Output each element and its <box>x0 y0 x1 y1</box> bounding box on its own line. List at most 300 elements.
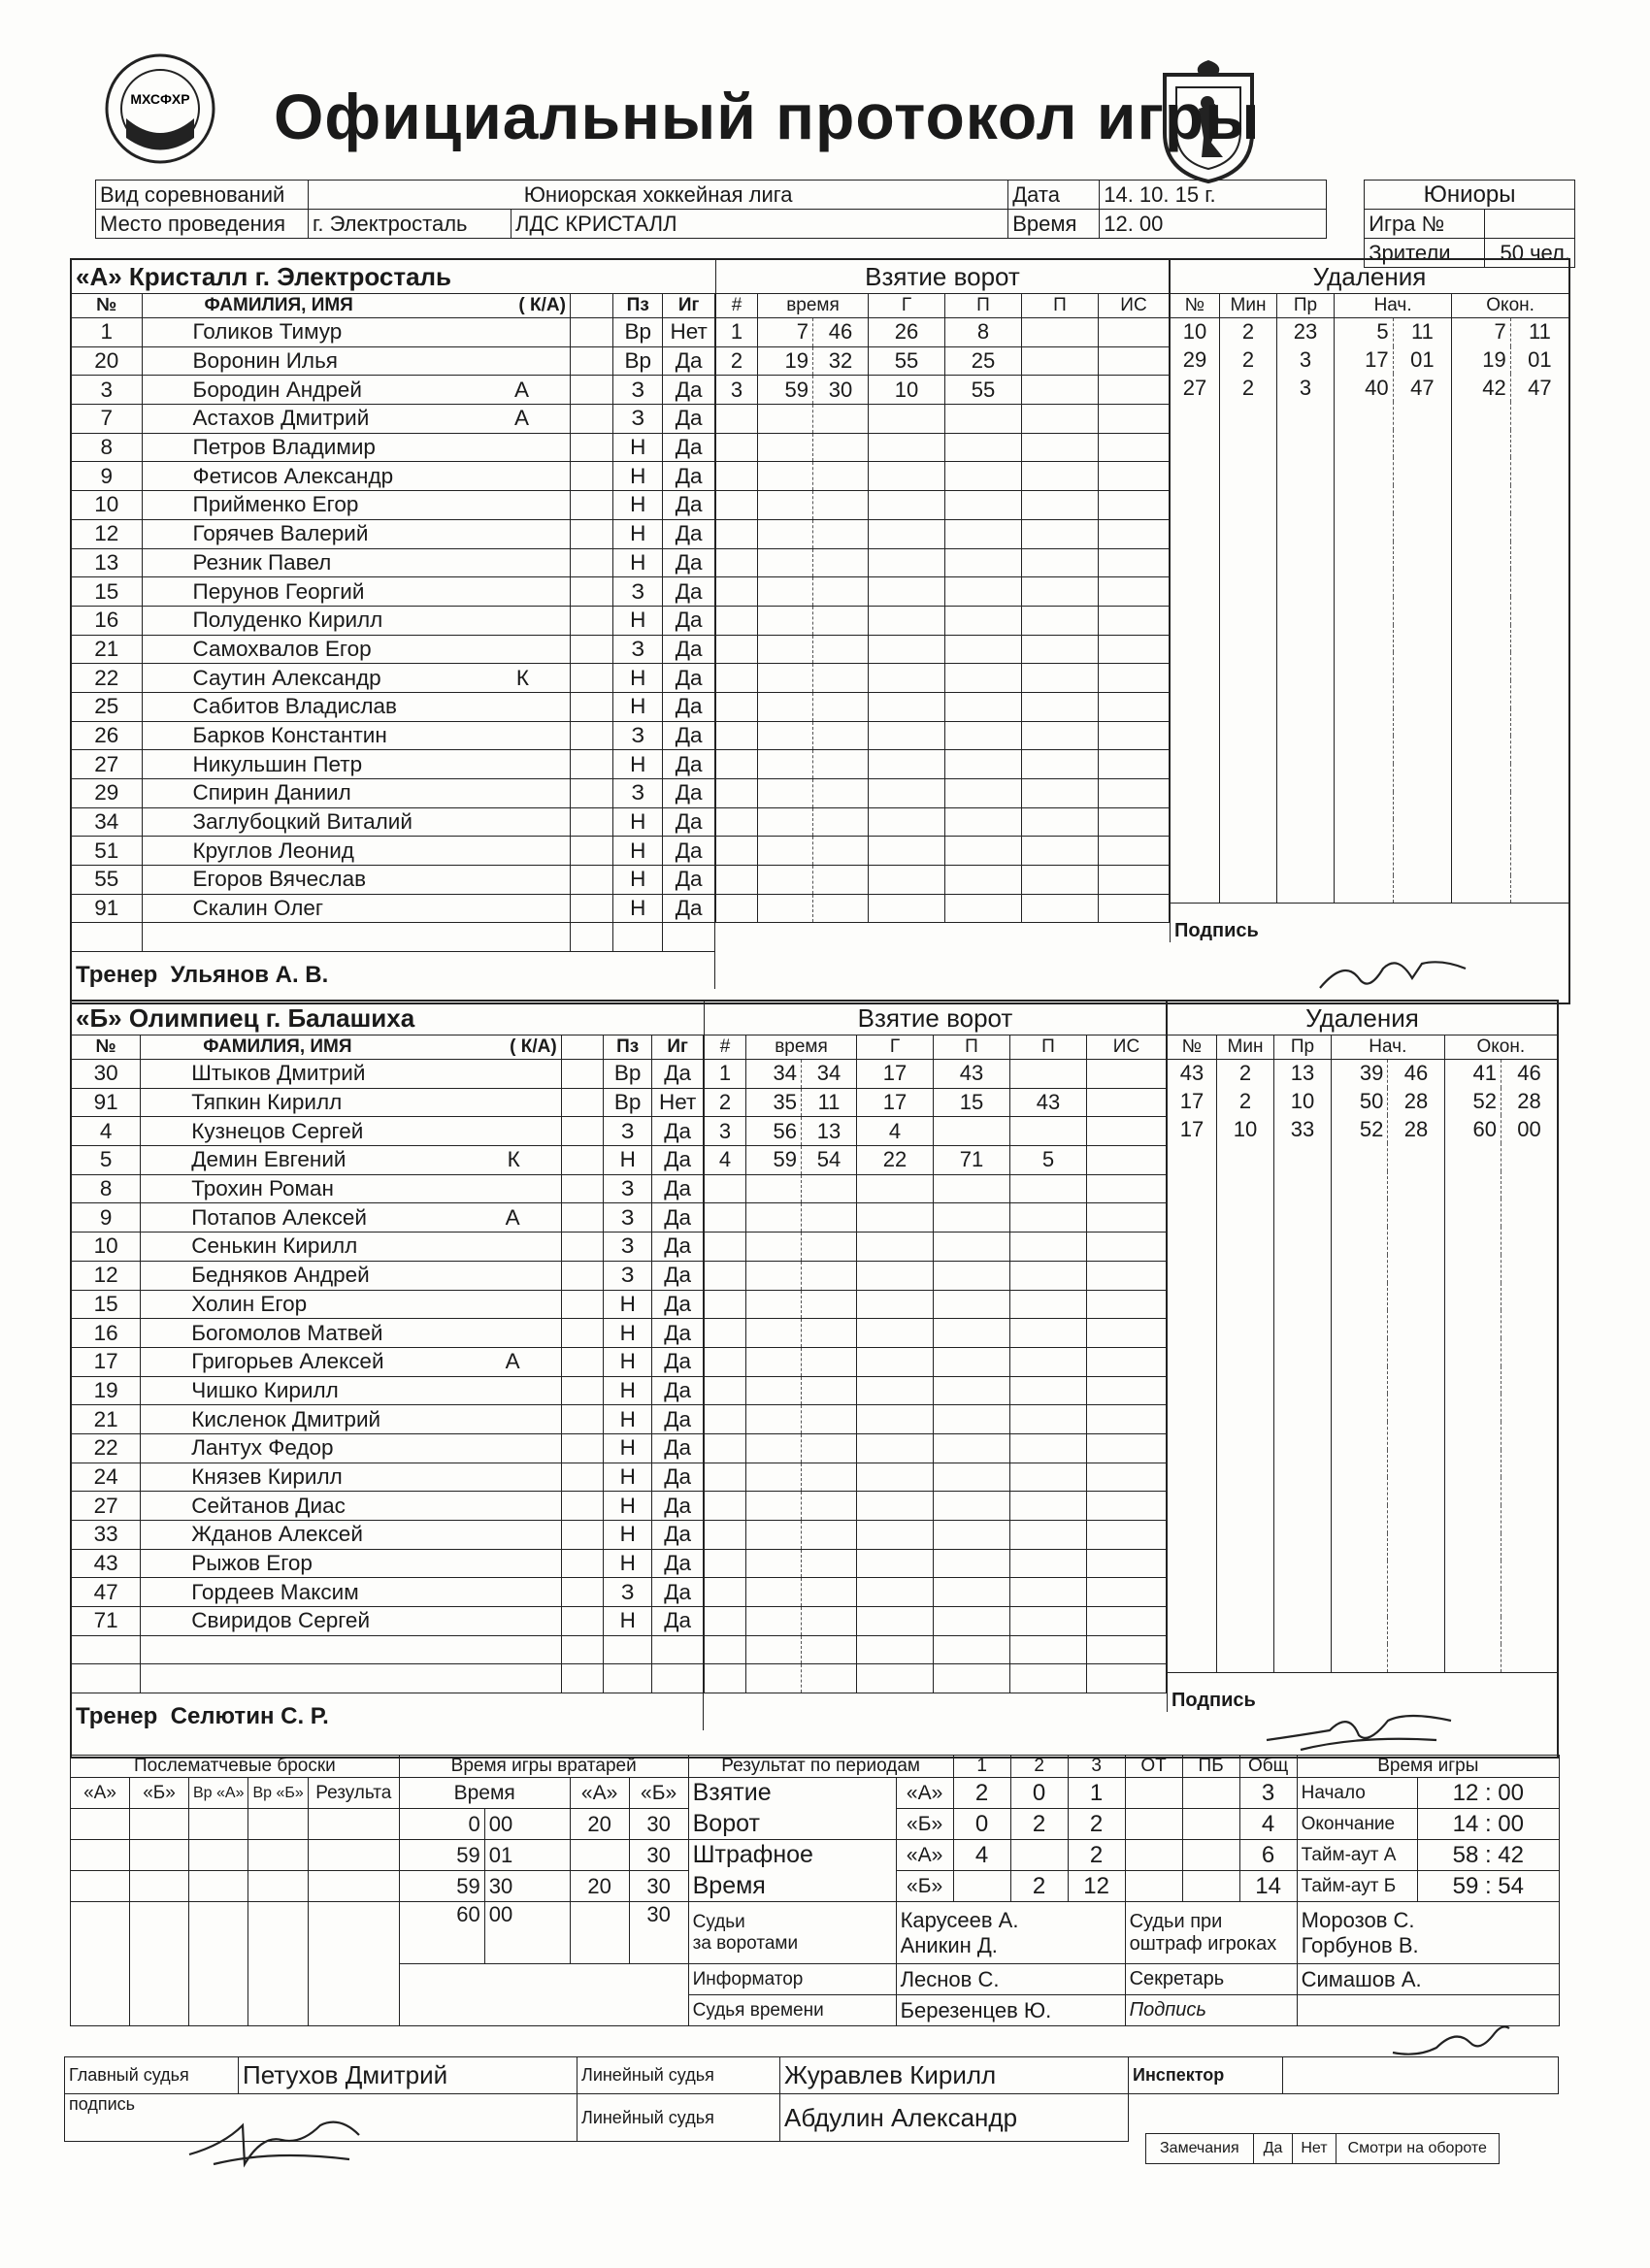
pen-player <box>1168 1505 1217 1533</box>
pen-start-mm <box>1335 708 1394 737</box>
player-position: Вр <box>613 318 663 347</box>
player-name: Князев Кирилл <box>141 1463 561 1492</box>
pen-start-ss <box>1388 1171 1444 1200</box>
penalty-judge-1: Морозов С. <box>1301 1907 1415 1932</box>
goal-row <box>705 1117 1167 1146</box>
goal-second <box>813 692 869 721</box>
pen-reason <box>1274 1199 1332 1227</box>
pen-start-mm: 17 <box>1335 346 1394 375</box>
goals-a-total: 3 <box>1239 1778 1297 1809</box>
pen-reason <box>1277 847 1335 875</box>
pen-end-mm <box>1444 1617 1501 1645</box>
pen-reason <box>1277 597 1335 625</box>
goal-assist-2 <box>1022 519 1099 548</box>
player-played: Да <box>663 548 715 577</box>
player-row <box>72 462 715 491</box>
pen-end-ss <box>1510 513 1568 542</box>
goal-row <box>705 1203 1167 1233</box>
player-played: Да <box>663 606 715 635</box>
col-pz-header: Пз <box>613 294 663 318</box>
pen-start-mm <box>1335 542 1394 570</box>
pen-reason <box>1277 652 1335 680</box>
pen-start-header: Нач. <box>1335 294 1452 318</box>
goal-situation <box>1087 1433 1167 1463</box>
goal-situation <box>1087 1492 1167 1521</box>
gk-row-1-b: 30 <box>629 1809 688 1840</box>
goal-assist-2 <box>1010 1607 1087 1636</box>
goal-assist-2 <box>1022 635 1099 664</box>
pen-reason <box>1274 1450 1332 1478</box>
pen-end-ss <box>1501 1422 1557 1450</box>
player-number: 33 <box>72 1521 141 1550</box>
goal-situation <box>1099 405 1170 434</box>
end-label: Окончание <box>1297 1809 1417 1840</box>
penalty-row <box>1171 792 1569 820</box>
goal-row <box>705 1088 1167 1117</box>
goal-minute: 59 <box>758 376 813 405</box>
player-position: Н <box>613 837 663 866</box>
player-position: Н <box>613 462 663 491</box>
goal-assist-1: 43 <box>934 1060 1010 1089</box>
gk-row-2-a <box>570 1840 629 1871</box>
pen-end-ss <box>1510 764 1568 792</box>
pen-reason <box>1277 485 1335 513</box>
player-name: Скалин Олег <box>142 894 570 923</box>
pen-end-ss <box>1510 652 1568 680</box>
goal-scorer <box>857 1664 934 1693</box>
pim-a-ot <box>1125 1840 1182 1871</box>
player-row <box>72 1433 704 1463</box>
pen-reason <box>1277 625 1335 653</box>
pen-start-mm <box>1332 1310 1388 1338</box>
goal-assist-2 <box>1022 462 1099 491</box>
goal-idx <box>716 405 758 434</box>
pen-start-mm <box>1335 736 1394 764</box>
col-ig-header: Иг <box>652 1035 704 1060</box>
goal-minute <box>758 577 813 607</box>
goal-second <box>813 807 869 837</box>
pen-start-ss <box>1388 1199 1444 1227</box>
player-row <box>72 692 715 721</box>
player-position: Н <box>613 807 663 837</box>
goal-minute <box>746 1376 802 1405</box>
goal-minute: 19 <box>758 346 813 376</box>
player-role: А <box>513 377 529 402</box>
goal-assist-1 <box>945 548 1022 577</box>
goal-minute <box>758 664 813 693</box>
goal-minute <box>758 692 813 721</box>
pen-minutes <box>1220 430 1277 458</box>
gk-row-3-ss: 30 <box>484 1871 570 1902</box>
player-position: Вр <box>604 1088 652 1117</box>
player-row <box>72 1521 704 1550</box>
goal-scorer <box>869 837 945 866</box>
player-number: 20 <box>72 346 142 376</box>
goal-assist-2 <box>1010 1290 1087 1319</box>
goal-second <box>813 548 869 577</box>
goal-situation <box>1099 664 1170 693</box>
player-position: Н <box>604 1492 652 1521</box>
goal-row <box>716 894 1170 923</box>
player-number: 3 <box>72 376 142 405</box>
goal-scorer <box>869 807 945 837</box>
remarks-no[interactable]: Нет <box>1293 2134 1336 2164</box>
team_b-title: «Б» Олимпиец г. Балашиха <box>72 1002 704 1035</box>
coach-label: Тренер <box>76 962 158 989</box>
pim-label-1: Штрафное <box>688 1840 896 1871</box>
goal-situation <box>1099 779 1170 808</box>
pen-start-mm <box>1335 597 1394 625</box>
goal-assist-2 <box>1010 1405 1087 1434</box>
pen-player <box>1171 819 1220 847</box>
pen-end-mm <box>1444 1477 1501 1505</box>
player-position: Н <box>613 491 663 520</box>
player-number: 16 <box>72 1319 141 1348</box>
goal-scorer <box>857 1319 934 1348</box>
goals-title: Взятие ворот <box>705 1002 1167 1035</box>
pen-end-ss <box>1510 708 1568 737</box>
goal-scorer <box>857 1521 934 1550</box>
pen-end-ss: 01 <box>1528 347 1552 373</box>
penalty-row <box>1171 457 1569 485</box>
time-value: 12. 00 <box>1100 210 1327 239</box>
remarks-yes[interactable]: Да <box>1253 2134 1293 2164</box>
penalty-row <box>1168 1199 1558 1227</box>
goal-row <box>716 664 1170 693</box>
pen-player <box>1171 569 1220 597</box>
pen-minutes <box>1217 1394 1274 1422</box>
goal-assist-1 <box>945 779 1022 808</box>
pen-start-mm <box>1335 792 1394 820</box>
goal-minute <box>758 750 813 779</box>
pen-start-mm <box>1332 1561 1388 1589</box>
goal-idx <box>716 462 758 491</box>
pen-player <box>1171 402 1220 430</box>
period-1-header: 1 <box>953 1756 1010 1778</box>
player-row <box>72 1405 704 1434</box>
penalty-row <box>1168 1505 1558 1533</box>
col-ka-header: ( К/А) <box>510 1036 557 1057</box>
player-played: Да <box>663 519 715 548</box>
goal-second <box>813 405 869 434</box>
pen-reason <box>1274 1338 1332 1366</box>
player-position: З <box>613 721 663 750</box>
goal-second: 13 <box>802 1117 857 1146</box>
goal-minute <box>746 1492 802 1521</box>
pen-end-ss <box>1501 1255 1557 1283</box>
pen-end-ss <box>1501 1310 1557 1338</box>
pen-end-mm <box>1452 792 1511 820</box>
goal-scorer <box>869 866 945 895</box>
team_a-title: «А» Кристалл г. Электросталь <box>72 260 715 294</box>
goal-assist-1 <box>945 692 1022 721</box>
pen-start-ss <box>1388 1366 1444 1395</box>
player-position: Н <box>613 750 663 779</box>
goal-row <box>716 318 1170 347</box>
goal-minute <box>746 1664 802 1693</box>
goal-row <box>705 1521 1167 1550</box>
pen-num-header: № <box>1171 294 1220 318</box>
pen-player: 17 <box>1168 1088 1217 1116</box>
pen-minutes <box>1220 402 1277 430</box>
player-number: 51 <box>72 837 142 866</box>
goal-assist-1: 71 <box>934 1146 1010 1175</box>
goal-situation <box>1087 1174 1167 1203</box>
pen-player <box>1171 764 1220 792</box>
pen-player <box>1168 1477 1217 1505</box>
goal-situation <box>1087 1117 1167 1146</box>
goal-assist-2 <box>1022 376 1099 405</box>
shootout-gka-header: Вр «А» <box>189 1778 248 1809</box>
player-number: 16 <box>72 606 142 635</box>
player-number: 12 <box>72 519 142 548</box>
penalty-row <box>1168 1394 1558 1422</box>
goals-title: Взятие ворот <box>716 260 1170 294</box>
player-position: З <box>613 635 663 664</box>
pen-minutes <box>1220 542 1277 570</box>
goal-scorer <box>857 1376 934 1405</box>
pen-start-mm <box>1332 1644 1388 1672</box>
goal-assist-2 <box>1010 1233 1087 1262</box>
pen-start-ss <box>1388 1561 1444 1589</box>
pen-min-header: Мин <box>1217 1035 1274 1060</box>
player-row <box>72 1290 704 1319</box>
pen-start-ss <box>1388 1394 1444 1422</box>
goal-situation-header: ИС <box>1087 1035 1167 1060</box>
pen-start-mm <box>1332 1143 1388 1171</box>
goal-row <box>716 548 1170 577</box>
goal-minute <box>758 894 813 923</box>
pen-player <box>1168 1589 1217 1617</box>
goal-idx <box>716 807 758 837</box>
penalty-row <box>1171 875 1569 904</box>
goal-row <box>716 866 1170 895</box>
pen-player <box>1171 847 1220 875</box>
pen-start-mm <box>1335 764 1394 792</box>
pen-start-ss <box>1388 1422 1444 1450</box>
player-played: Да <box>652 1549 704 1578</box>
player-number: 26 <box>72 721 142 750</box>
player-number: 22 <box>72 664 142 693</box>
date-value: 14. 10. 15 г. <box>1100 181 1327 210</box>
referee-label: Главный судья <box>65 2057 239 2094</box>
goal-row <box>705 1607 1167 1636</box>
goal-scorer <box>869 462 945 491</box>
pen-start-mm <box>1332 1505 1388 1533</box>
goal-situation <box>1099 577 1170 607</box>
pen-minutes <box>1220 513 1277 542</box>
pen-end-mm <box>1444 1171 1501 1200</box>
player-played: Да <box>663 779 715 808</box>
goal-assist-1 <box>945 664 1022 693</box>
pen-reason <box>1274 1143 1332 1171</box>
gk-row-3-mm: 59 <box>399 1871 484 1902</box>
goal-assist-1 <box>945 577 1022 607</box>
pen-minutes <box>1217 1477 1274 1505</box>
goal-idx <box>705 1607 746 1636</box>
goal-situation <box>1099 462 1170 491</box>
goal-minute <box>746 1290 802 1319</box>
goal-scorer <box>869 635 945 664</box>
player-name: Кисленок Дмитрий <box>141 1405 561 1434</box>
pen-start-mm <box>1332 1171 1388 1200</box>
pen-reason <box>1277 680 1335 708</box>
goal-scorer <box>857 1203 934 1233</box>
player-played: Да <box>663 837 715 866</box>
goal-assist-2 <box>1010 1203 1087 1233</box>
pen-end-mm <box>1444 1310 1501 1338</box>
team-a-roster <box>72 260 715 989</box>
pen-start-mm <box>1335 875 1394 904</box>
goal-assist-2 <box>1022 548 1099 577</box>
goal-situation <box>1099 866 1170 895</box>
goal-situation <box>1099 491 1170 520</box>
player-number: 71 <box>72 1607 141 1636</box>
player-position: Н <box>604 1405 652 1434</box>
goal-second <box>802 1521 857 1550</box>
goal-situation <box>1099 635 1170 664</box>
pen-start-mm <box>1335 625 1394 653</box>
player-played: Да <box>652 1347 704 1376</box>
pen-end-ss <box>1510 569 1568 597</box>
goal-scorer <box>857 1549 934 1578</box>
pen-end-mm: 60 <box>1444 1115 1501 1143</box>
pen-end-ss <box>1501 1394 1557 1422</box>
player-name: Григорьев Алексей А <box>141 1347 561 1376</box>
goal-row <box>705 1463 1167 1492</box>
goal-minute <box>746 1203 802 1233</box>
goal-second <box>813 866 869 895</box>
goal-situation <box>1087 1347 1167 1376</box>
goal-idx <box>716 433 758 462</box>
goal-assist-1 <box>934 1347 1010 1376</box>
goal-row <box>716 779 1170 808</box>
pen-end-ss <box>1510 485 1568 513</box>
pen-start-mm <box>1335 513 1394 542</box>
goal-second <box>802 1607 857 1636</box>
goals-b-pb <box>1182 1809 1239 1840</box>
goal-minute <box>746 1549 802 1578</box>
goal-row <box>716 721 1170 750</box>
period-3-header: 3 <box>1068 1756 1125 1778</box>
pen-start-ss <box>1393 792 1452 820</box>
officials-sign-label: Подпись <box>1125 1995 1297 2026</box>
goal-idx <box>705 1635 746 1664</box>
penalty-row <box>1171 402 1569 430</box>
pen-minutes <box>1217 1227 1274 1255</box>
secretary-value: Симашов А. <box>1297 1964 1559 1995</box>
pen-minutes <box>1220 652 1277 680</box>
coach-label: Тренер <box>76 1703 158 1730</box>
spectators-value: 50 чел. <box>1485 239 1575 268</box>
player-played: Да <box>663 894 715 923</box>
pen-start-ss <box>1388 1338 1444 1366</box>
penalty-row <box>1168 1450 1558 1478</box>
pen-player <box>1168 1422 1217 1450</box>
goal-row <box>705 1233 1167 1262</box>
pen-start-ss: 11 <box>1393 318 1452 346</box>
goal-second <box>802 1203 857 1233</box>
pen-end-ss <box>1501 1143 1557 1171</box>
secretary-label: Секретарь <box>1125 1964 1297 1995</box>
pen-end-mm <box>1452 708 1511 737</box>
player-name: Потапов Алексей А <box>141 1203 561 1233</box>
pen-player: 43 <box>1168 1060 1217 1088</box>
goal-judges-label-2: за воротами <box>692 1932 799 1954</box>
penalty-row <box>1168 1644 1558 1672</box>
goal-scorer <box>869 721 945 750</box>
goal-idx <box>705 1433 746 1463</box>
player-name: Бедняков Андрей <box>141 1261 561 1290</box>
pen-player <box>1168 1283 1217 1311</box>
player-number: 19 <box>72 1376 141 1405</box>
player-row <box>72 1319 704 1348</box>
goal-minute <box>746 1319 802 1348</box>
player-position: Н <box>604 1376 652 1405</box>
player-number <box>72 923 142 952</box>
player-number: 21 <box>72 635 142 664</box>
player-played <box>652 1664 704 1693</box>
player-played: Да <box>652 1146 704 1175</box>
pen-start-ss: 28 <box>1388 1088 1444 1116</box>
goal-situation <box>1087 1607 1167 1636</box>
player-name: Резник Павел <box>142 548 570 577</box>
goal-situation <box>1087 1635 1167 1664</box>
pen-player <box>1168 1255 1217 1283</box>
pen-end-ss <box>1501 1477 1557 1505</box>
pen-minutes: 2 <box>1220 374 1277 402</box>
goal-situation <box>1087 1146 1167 1175</box>
goal-idx <box>705 1405 746 1434</box>
pen-start-ss <box>1393 708 1452 737</box>
goal-minute <box>746 1463 802 1492</box>
pen-reason <box>1277 792 1335 820</box>
pen-start-ss <box>1393 847 1452 875</box>
shootout-gkb-header: Вр «Б» <box>248 1778 308 1809</box>
player-row <box>72 318 715 347</box>
pen-minutes <box>1220 819 1277 847</box>
pim-team-b-label: «Б» <box>896 1871 953 1902</box>
pen-start-mm <box>1332 1617 1388 1645</box>
goal-scorer <box>869 606 945 635</box>
player-name: Демин Евгений К <box>141 1146 561 1175</box>
pim-label-2: Время <box>688 1871 896 1902</box>
goal-minute <box>758 807 813 837</box>
pen-start-mm <box>1332 1283 1388 1311</box>
player-row <box>72 1635 704 1664</box>
pen-player <box>1171 542 1220 570</box>
goal-scorer <box>869 779 945 808</box>
pen-end-mm <box>1452 402 1511 430</box>
pen-reason <box>1274 1171 1332 1200</box>
penalty-row <box>1168 1533 1558 1561</box>
pen-minutes: 2 <box>1217 1088 1274 1116</box>
goal-second <box>813 491 869 520</box>
goal-second <box>802 1433 857 1463</box>
goal-scorer <box>857 1405 934 1434</box>
pen-end-ss <box>1501 1450 1557 1478</box>
goal-row <box>705 1578 1167 1607</box>
pen-start-ss <box>1388 1143 1444 1171</box>
goal-scorer <box>857 1233 934 1262</box>
pen-end-mm <box>1452 430 1511 458</box>
goal-minute <box>758 721 813 750</box>
goal-row <box>705 1376 1167 1405</box>
goal-scorer-header: Г <box>869 294 945 318</box>
player-name: Астахов Дмитрий А <box>142 405 570 434</box>
goal-scorer: 22 <box>857 1146 934 1175</box>
penalty-row <box>1171 513 1569 542</box>
